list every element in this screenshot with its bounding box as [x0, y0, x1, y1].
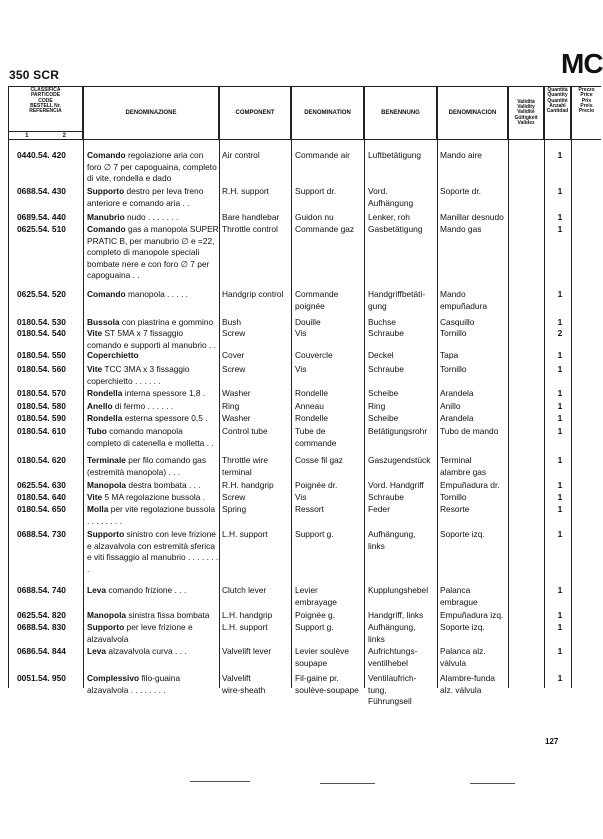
part-code: 0688.54. 730: [17, 529, 66, 539]
part-code: 0688.54. 830: [17, 622, 66, 632]
header-code: CLASSIFICA PARTICODE CODE BESTELL Nr. REFERENCIA: [8, 86, 83, 140]
german-name: Ring: [368, 401, 386, 411]
italian-description: [87, 585, 219, 597]
german-name: Ventilaufrich- tung, Führungseil: [368, 673, 417, 706]
part-code: 0180.54. 590: [17, 413, 66, 423]
part-name: Vite: [87, 328, 103, 338]
part-code: 0180.54. 530: [17, 317, 66, 327]
french-name: Commande poignée: [295, 289, 339, 311]
part-code: 0625.54. 820: [17, 610, 66, 620]
part-name: Leva: [87, 646, 107, 656]
french-name: Poignée dr.: [295, 480, 338, 490]
part-code: 0688.54. 740: [17, 585, 66, 595]
french-name: Commande air: [295, 150, 350, 160]
quantity: 1: [557, 673, 563, 683]
english-name: Clutch lever: [222, 585, 267, 595]
italian-description: [87, 364, 219, 387]
part-code: 0180.54. 650: [17, 504, 66, 514]
spanish-name: Anillo: [440, 401, 461, 411]
quantity: 1: [557, 401, 563, 411]
part-code: 0686.54. 844: [17, 646, 66, 656]
quantity: 1: [557, 289, 563, 299]
german-name: Handgriff, links: [368, 610, 424, 620]
line-italian: [219, 140, 220, 688]
part-name: Manopola: [87, 610, 127, 620]
italian-description: [87, 426, 219, 449]
spanish-name: Tornillo: [440, 492, 467, 502]
part-description-rest: alzavalvola curva . . .: [106, 646, 187, 656]
part-description-rest: destra bombata . . .: [126, 480, 201, 490]
header-code-sub2: 2: [62, 133, 66, 139]
english-name: Air control: [222, 150, 260, 160]
part-name: Bussola: [87, 317, 120, 327]
part-description-rest: sinistra fissa bombata: [126, 610, 210, 620]
spanish-name: Mando gas: [440, 224, 482, 234]
quantity: 1: [557, 350, 563, 360]
part-description-rest: TCC 3MA x 3 fissaggio coperchietto . . . . . .: [87, 364, 190, 386]
part-code: 0180.54. 550: [17, 350, 66, 360]
english-name: Screw: [222, 492, 246, 502]
german-name: Schraube: [368, 492, 404, 502]
italian-description: [87, 504, 219, 527]
spanish-name: Soporte izq.: [440, 622, 485, 632]
french-name: Vis: [295, 492, 307, 502]
spanish-name: Resorte: [440, 504, 470, 514]
spanish-name: Casquillo: [440, 317, 475, 327]
part-code: 0180.54. 580: [17, 401, 66, 411]
header-english: COMPONENT: [219, 86, 291, 140]
italian-description: [87, 480, 219, 492]
quantity: 1: [557, 224, 563, 234]
italian-description: [87, 401, 219, 413]
italian-description: [87, 212, 219, 224]
spanish-name: Terminal alambre gas: [440, 455, 487, 477]
french-name: Couvercle: [295, 350, 333, 360]
part-description-rest: interna spessore 1,8 .: [122, 388, 206, 398]
line-spanish: [508, 140, 509, 688]
part-name: Tubo: [87, 426, 107, 436]
quantity: 1: [557, 426, 563, 436]
part-name: Comando: [87, 150, 126, 160]
part-name: Vite: [87, 364, 103, 374]
line-code: [83, 140, 84, 688]
german-name: Schraube: [368, 364, 404, 374]
german-name: Betätigungsrohr: [368, 426, 428, 436]
spanish-name: Empuñadura dr.: [440, 480, 500, 490]
italian-description: [87, 673, 219, 696]
french-name: Vis: [295, 364, 307, 374]
part-name: Supporto: [87, 186, 125, 196]
spanish-name: Tornillo: [440, 328, 467, 338]
line-left: [8, 140, 9, 688]
german-name: Buchse: [368, 317, 396, 327]
german-name: Aufhängung, links: [368, 622, 416, 644]
english-name: Throttle wire terminal: [222, 455, 269, 477]
english-name: R.H. handgrip: [222, 480, 274, 490]
italian-description: [87, 529, 219, 575]
german-name: Aufrichtungs- ventilhebel: [368, 646, 418, 668]
part-name: Vite: [87, 492, 103, 502]
french-name: Levier soulève soupape: [295, 646, 350, 668]
part-description-rest: sinistro con leve frizione e alzavalvola con estremità sferica e viti fissaggio al manubrio . . . . . . . .: [87, 529, 219, 574]
part-name: Supporto: [87, 622, 125, 632]
part-name: Leva: [87, 585, 107, 595]
part-name: Complessivo: [87, 673, 140, 683]
part-description-rest: nudo . . . . . . .: [124, 212, 179, 222]
quantity: 1: [557, 529, 563, 539]
english-name: L.H. support: [222, 622, 268, 632]
scan-mark: [470, 783, 515, 784]
part-description-rest: per leve frizione e alzavalvola: [87, 622, 193, 644]
part-description-rest: per filo comando gas (estremità manopola) . . .: [87, 455, 207, 477]
english-name: Control tube: [222, 426, 268, 436]
part-code: 0180.54. 540: [17, 328, 66, 338]
part-name: Terminale: [87, 455, 126, 465]
part-description-rest: ST 5MA x 7 fissaggio comando e supporti al manubrio . .: [87, 328, 216, 350]
italian-description: [87, 388, 219, 400]
spanish-name: Arandela: [440, 413, 474, 423]
french-name: Cosse fil gaz: [295, 455, 343, 465]
part-description-rest: comando manopola completo di catenella e molletta . .: [87, 426, 214, 448]
english-name: L.H. handgrip: [222, 610, 273, 620]
german-name: Scheibe: [368, 388, 399, 398]
part-description-rest: destro per leva freno anteriore e comando aria . .: [87, 186, 204, 208]
english-name: L.H. support: [222, 529, 268, 539]
english-name: Screw: [222, 328, 246, 338]
french-name: Support g.: [295, 622, 334, 632]
part-description-rest: 5 MA regolazione bussola .: [102, 492, 206, 502]
german-name: Gasbetätigung: [368, 224, 423, 234]
part-description-rest: filo-guaina alzavalvola . . . . . . . .: [87, 673, 181, 695]
german-name: Schraube: [368, 328, 404, 338]
quantity: 1: [557, 364, 563, 374]
german-name: Vord. Handgriff: [368, 480, 424, 490]
spanish-name: Manillar desnudo: [440, 212, 504, 222]
spanish-name: Soporte dr.: [440, 186, 481, 196]
part-code: 0440.54. 420: [17, 150, 66, 160]
line-quantity: [571, 140, 572, 688]
english-name: Washer: [222, 388, 251, 398]
italian-description: [87, 328, 219, 351]
english-name: Handgrip control: [222, 289, 284, 299]
french-name: Ressort: [295, 504, 324, 514]
part-name: Rondella: [87, 388, 123, 398]
spanish-name: Tornillo: [440, 364, 467, 374]
spanish-name: Mando aire: [440, 150, 482, 160]
part-name: Manubrio: [87, 212, 125, 222]
english-name: Throttle control: [222, 224, 278, 234]
part-code: 0625.54. 510: [17, 224, 66, 234]
header-german: BENENNUNG: [364, 86, 437, 140]
quantity: 1: [557, 585, 563, 595]
english-name: R.H. support: [222, 186, 270, 196]
french-name: Poignée g.: [295, 610, 336, 620]
header-code-sub: [8, 131, 83, 140]
italian-description: [87, 622, 219, 645]
french-name: Levier embrayage: [295, 585, 337, 607]
part-code: 0625.54. 520: [17, 289, 66, 299]
spanish-name: Empuñadura izq.: [440, 610, 504, 620]
french-name: Anneau: [295, 401, 324, 411]
german-name: Lenker, roh: [368, 212, 410, 222]
italian-description: [87, 186, 219, 209]
part-code: 0180.54. 570: [17, 388, 66, 398]
spanish-name: Soporte izq.: [440, 529, 485, 539]
french-name: Guidon nu: [295, 212, 334, 222]
header-code-sub1: 1: [25, 133, 29, 139]
part-name: Anello: [87, 401, 113, 411]
german-name: Luftbetätigung: [368, 150, 422, 160]
italian-description: [87, 224, 219, 282]
spanish-name: Alambre-funda alz. válvula: [440, 673, 495, 695]
french-name: Douille: [295, 317, 321, 327]
quantity: 1: [557, 480, 563, 490]
german-name: Feder: [368, 504, 390, 514]
spanish-name: Arandela: [440, 388, 474, 398]
header-validity: Validità Validity Validité Gültigkeit Validez: [508, 86, 544, 140]
italian-description: [87, 413, 219, 425]
english-name: Bush: [222, 317, 242, 327]
header-price: Prezzo Price Prix Preis Precio: [571, 86, 601, 140]
english-name: Ring: [222, 401, 240, 411]
page-number: 127: [545, 737, 559, 746]
part-code: 0625.54. 630: [17, 480, 66, 490]
spanish-name: Palanca embrague: [440, 585, 478, 607]
header-italian: DENOMINAZIONE: [83, 86, 219, 140]
header-spanish: DENOMINACION: [437, 86, 508, 140]
english-name: Bare handlebar: [222, 212, 280, 222]
french-name: Rondelle: [295, 388, 329, 398]
part-description-rest: esterna spessore 0,5 .: [122, 413, 208, 423]
part-name: Manopola: [87, 480, 127, 490]
english-name: Screw: [222, 364, 246, 374]
part-code: 0180.54. 610: [17, 426, 66, 436]
spanish-name: Palanca alz. válvula: [440, 646, 486, 668]
german-name: Deckel: [368, 350, 394, 360]
english-name: Valvelift wire-sheath: [222, 673, 266, 695]
part-description-rest: con piastrina e gommino: [119, 317, 214, 327]
part-description-rest: manopola . . . . .: [125, 289, 189, 299]
quantity: 1: [557, 413, 563, 423]
part-code: 0689.54. 440: [17, 212, 66, 222]
italian-description: [87, 646, 219, 658]
part-name: Coperchietto: [87, 350, 139, 360]
german-name: Vord. Aufhängung: [368, 186, 414, 208]
part-description-rest: gas a manopola SUPER PRATIC B, per manubrio ∅ e =22, completo di manopole speciali bombate nere e con foro ∅ 7 per capoguaina . .: [87, 224, 219, 280]
english-name: Cover: [222, 350, 245, 360]
french-name: Support dr.: [295, 186, 336, 196]
french-name: Commande gaz: [295, 224, 355, 234]
quantity: 1: [557, 622, 563, 632]
german-name: Gaszugendstück: [368, 455, 431, 465]
part-name: Molla: [87, 504, 109, 514]
part-code: 0180.54. 620: [17, 455, 66, 465]
quantity: 1: [557, 504, 563, 514]
german-name: Aufhängung, links: [368, 529, 416, 551]
quantity: 1: [557, 317, 563, 327]
french-name: Vis: [295, 328, 307, 338]
quantity: 1: [557, 646, 563, 656]
part-name: Comando: [87, 224, 126, 234]
french-name: Tube de commande: [295, 426, 337, 448]
quantity: 1: [557, 186, 563, 196]
part-code: 0180.54. 640: [17, 492, 66, 502]
scan-mark: [320, 783, 375, 784]
english-name: Washer: [222, 413, 251, 423]
header-quantity: Quantità Quantity Quantité Anzahl Cantidad: [544, 86, 571, 140]
french-name: Rondelle: [295, 413, 329, 423]
part-description-rest: regolazione aria con foro ∅ 7 per capoguaina, completo di vite, rondella e dado: [87, 150, 217, 183]
brand-title: MC: [561, 48, 603, 79]
part-code: 0180.54. 560: [17, 364, 66, 374]
quantity: 1: [557, 212, 563, 222]
italian-description: [87, 455, 219, 478]
header-french: DENOMINATION: [291, 86, 364, 140]
part-description-rest: per vite regolazione bussola . . . . . . . .: [87, 504, 216, 526]
quantity: 1: [557, 388, 563, 398]
part-code: 0688.54. 430: [17, 186, 66, 196]
model-title: 350 SCR: [9, 68, 60, 82]
scan-mark: [190, 781, 250, 782]
quantity: 1: [557, 492, 563, 502]
quantity: 1: [557, 455, 563, 465]
italian-description: [87, 350, 219, 362]
french-name: Support g.: [295, 529, 334, 539]
line-validity: [544, 140, 545, 688]
part-code: 0051.54. 950: [17, 673, 66, 683]
part-name: Comando: [87, 289, 126, 299]
german-name: Handgriffbetäti- gung: [368, 289, 426, 311]
quantity: 1: [557, 610, 563, 620]
spanish-name: Tapa: [440, 350, 459, 360]
part-description-rest: comando frizione . . .: [106, 585, 187, 595]
part-description-rest: di fermo . . . . . .: [112, 401, 174, 411]
german-name: Kupplungshebel: [368, 585, 429, 595]
italian-description: [87, 289, 219, 301]
italian-description: [87, 150, 219, 185]
quantity: 1: [557, 150, 563, 160]
spanish-name: Mando empuñadura: [440, 289, 488, 311]
italian-description: [87, 317, 219, 329]
part-name: Supporto: [87, 529, 125, 539]
german-name: Scheibe: [368, 413, 399, 423]
french-name: Fil-gaine pr. soulève-soupape: [295, 673, 359, 695]
italian-description: [87, 492, 219, 504]
spanish-name: Tubo de mando: [440, 426, 499, 436]
english-name: Valvelift lever: [222, 646, 272, 656]
english-name: Spring: [222, 504, 247, 514]
quantity: 2: [557, 328, 563, 338]
italian-description: [87, 610, 219, 622]
part-name: Rondella: [87, 413, 123, 423]
